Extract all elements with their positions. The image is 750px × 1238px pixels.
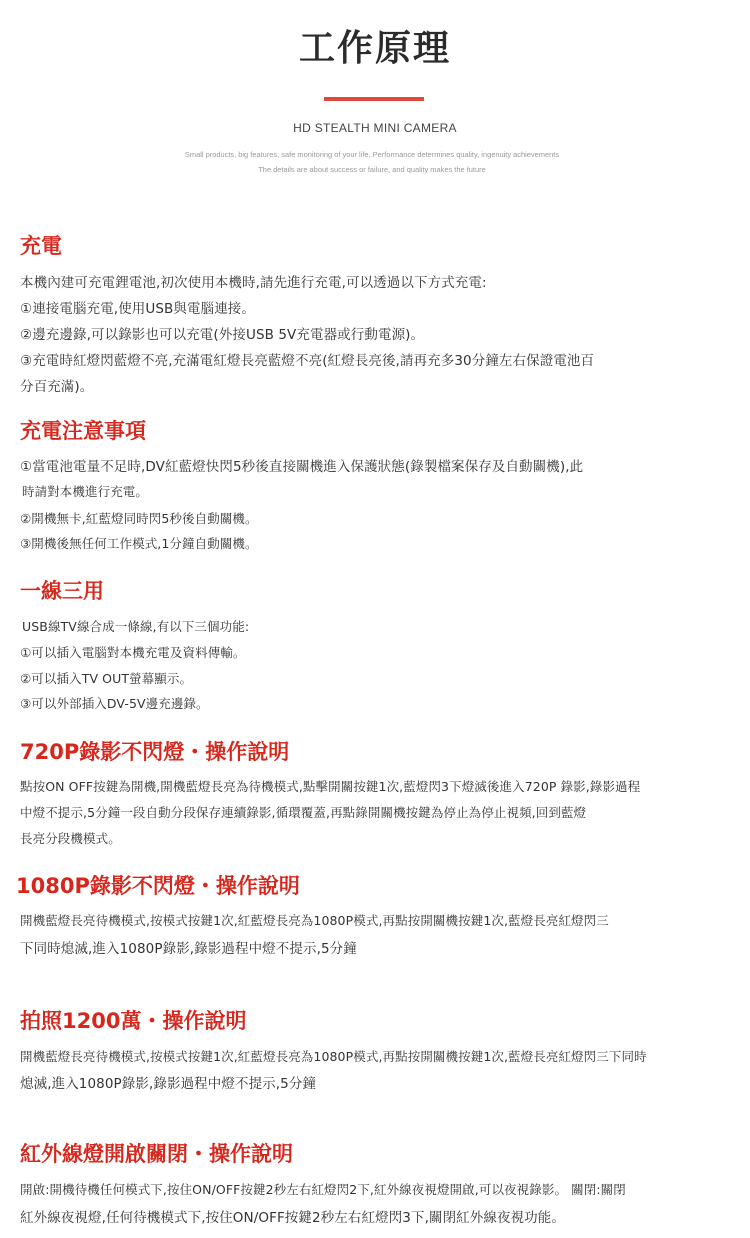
charging-line-5: 分百充滿)。	[20, 379, 94, 395]
infrared-line-1: 開啟:開機待機任何模式下,按住ON/OFF按鍵2秒左右紅燈閃2下,紅外線夜視燈開啟,可以夜視錄影。 關閉:關閉	[20, 1182, 626, 1197]
section-title-1080p: 1080P錄影不閃燈・操作說明	[16, 874, 300, 898]
one-cable-line-4: ③可以外部插入DV-5V邊充邊錄。	[20, 696, 209, 711]
charging-notes-line-1: ①當電池電量不足時,DV紅藍燈快閃5秒後直接關機進入保護狀態(錄製檔案保存及自動關機),此	[20, 459, 584, 475]
rec1080-line-2: 下同時熄滅,進入1080P錄影,錄影過程中燈不提示,5分鐘	[20, 941, 357, 957]
section-title-photo: 拍照1200萬・操作說明	[20, 1009, 247, 1033]
rec720-line-2: 中燈不提示,5分鐘一段自動分段保存連續錄影,循環覆蓋,再點錄開關機按鍵為停止為停止視頻,回到藍燈	[20, 805, 587, 820]
section-title-charging-notes: 充電注意事項	[20, 419, 146, 443]
charging-line-2: ①連接電腦充電,使用USB與電腦連接。	[20, 301, 256, 317]
charging-line-4: ③充電時紅燈閃藍燈不亮,充滿電紅燈長亮藍燈不亮(紅燈長亮後,請再充多30分鐘左右保證電池百	[20, 353, 595, 369]
infrared-line-2: 紅外線夜視燈,任何待機模式下,按住ON/OFF按鍵2秒左右紅燈閃3下,關閉紅外線夜視功能。	[20, 1210, 565, 1226]
one-cable-line-2: ①可以插入電腦對本機充電及資料傳輸。	[20, 645, 246, 660]
section-title-one-cable: 一線三用	[20, 579, 104, 603]
one-cable-line-3: ②可以插入TV OUT螢幕顯示。	[20, 671, 193, 686]
charging-line-3: ②邊充邊錄,可以錄影也可以充電(外接USB 5V充電器或行動電源)。	[20, 327, 425, 343]
rec720-line-3: 長亮分段機模式。	[20, 831, 121, 846]
one-cable-line-1: USB線TV線合成一條線,有以下三個功能:	[22, 619, 250, 634]
tagline-line-2: The details are about success or failure, and quality makes the future	[258, 165, 486, 174]
page-title: 工作原理	[298, 28, 451, 69]
charging-notes-line-2: 時請對本機進行充電。	[22, 484, 149, 499]
charging-notes-line-4: ③開機後無任何工作模式,1分鐘自動關機。	[20, 536, 258, 551]
photo-line-1: 開機藍燈長亮待機模式,按模式按鍵1次,紅藍燈長亮為1080P模式,再點按開關機按鍵1次,藍燈長亮紅燈閃三下同時	[20, 1049, 647, 1064]
charging-notes-line-3: ②開機無卡,紅藍燈同時閃5秒後自動關機。	[20, 511, 258, 526]
section-title-720p: 720P錄影不閃燈・操作說明	[20, 740, 290, 764]
section-title-charging: 充電	[20, 234, 62, 258]
tagline-line-1: Small products, big features, safe monitoring of your life, Performance determines quality, ingenuity achievements	[184, 150, 560, 159]
photo-line-2: 熄滅,進入1080P錄影,錄影過程中燈不提示,5分鐘	[20, 1076, 317, 1092]
page-subtitle: HD STEALTH MINI CAMERA	[293, 121, 457, 135]
section-title-infrared: 紅外線燈開啟關閉・操作說明	[20, 1142, 293, 1166]
charging-line-1: 本機內建可充電鋰電池,初次使用本機時,請先進行充電,可以透過以下方式充電:	[20, 275, 487, 291]
rec1080-line-1: 開機藍燈長亮待機模式,按模式按鍵1次,紅藍燈長亮為1080P模式,再點按開關機按鍵1次,藍燈長亮紅燈閃三	[20, 913, 609, 928]
title-underline	[324, 97, 424, 101]
rec720-line-1: 點按ON OFF按鍵為開機,開機藍燈長亮為待機模式,點擊開關按鍵1次,藍燈閃3下燈滅後進入720P 錄影,錄影過程	[20, 779, 641, 794]
